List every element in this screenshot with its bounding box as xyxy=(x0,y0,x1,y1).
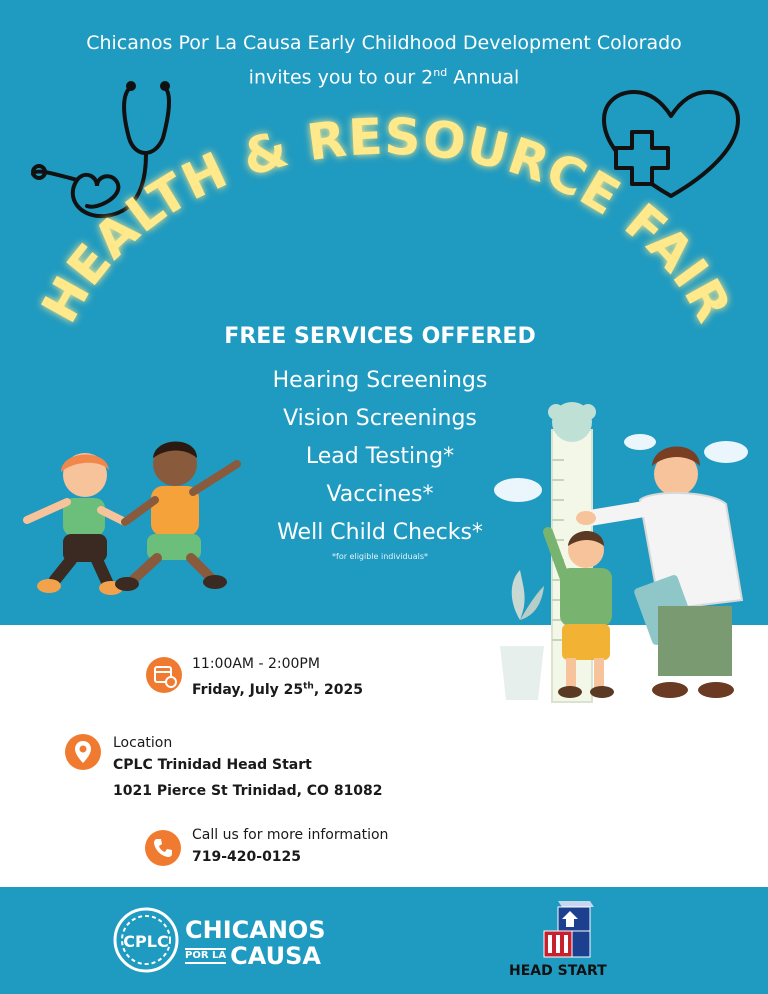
services-heading: FREE SERVICES OFFERED xyxy=(224,324,536,349)
location-label: Location xyxy=(113,735,173,751)
location-address: 1021 Pierce St Trinidad, CO 81082 xyxy=(113,783,383,799)
service-item: Well Child Checks* xyxy=(277,520,483,545)
contact-label: Call us for more information xyxy=(192,827,389,843)
service-item: Lead Testing* xyxy=(305,444,455,469)
doctor-measuring-illustration xyxy=(490,400,760,705)
location-block xyxy=(113,732,383,802)
eligibility-note: *for eligible individuals* xyxy=(332,552,428,561)
svg-text:CPLC: CPLC xyxy=(123,932,169,951)
service-item: Vaccines* xyxy=(326,482,434,507)
cplc-por-la: POR LA xyxy=(185,948,226,964)
event-date: Friday, July 25th, 2025 xyxy=(192,681,363,698)
calendar-clock-icon xyxy=(146,657,182,693)
cplc-emblem-logo xyxy=(112,906,180,974)
location-pin-icon xyxy=(65,734,101,770)
cplc-wordmark xyxy=(185,918,326,968)
contact-phone: 719-420-0125 xyxy=(192,849,302,865)
service-item: Hearing Screenings xyxy=(272,368,488,393)
intro-line-1: Chicanos Por La Causa Early Childhood Development Colorado xyxy=(86,32,682,54)
cplc-causa: CAUSA xyxy=(230,942,321,970)
children-illustration xyxy=(15,430,250,605)
head-start-blocks-logo xyxy=(540,899,596,959)
intro-line-2: invites you to our 2nd Annual xyxy=(248,66,520,89)
cplc-wordmark-line1: CHICANOS xyxy=(185,916,326,944)
event-time-date xyxy=(192,653,363,701)
head-start-label: HEAD START xyxy=(509,963,607,979)
service-item: Vision Screenings xyxy=(283,406,477,431)
svg-text:HEALTH & RESOURCE FAIR: HEALTH & RESOURCE FAIR xyxy=(30,107,743,332)
location-name: CPLC Trinidad Head Start xyxy=(113,757,312,773)
cplc-wordmark-line2 xyxy=(185,944,326,968)
event-time: 11:00AM - 2:00PM xyxy=(192,656,320,672)
phone-icon xyxy=(145,830,181,866)
contact-block xyxy=(192,824,388,868)
